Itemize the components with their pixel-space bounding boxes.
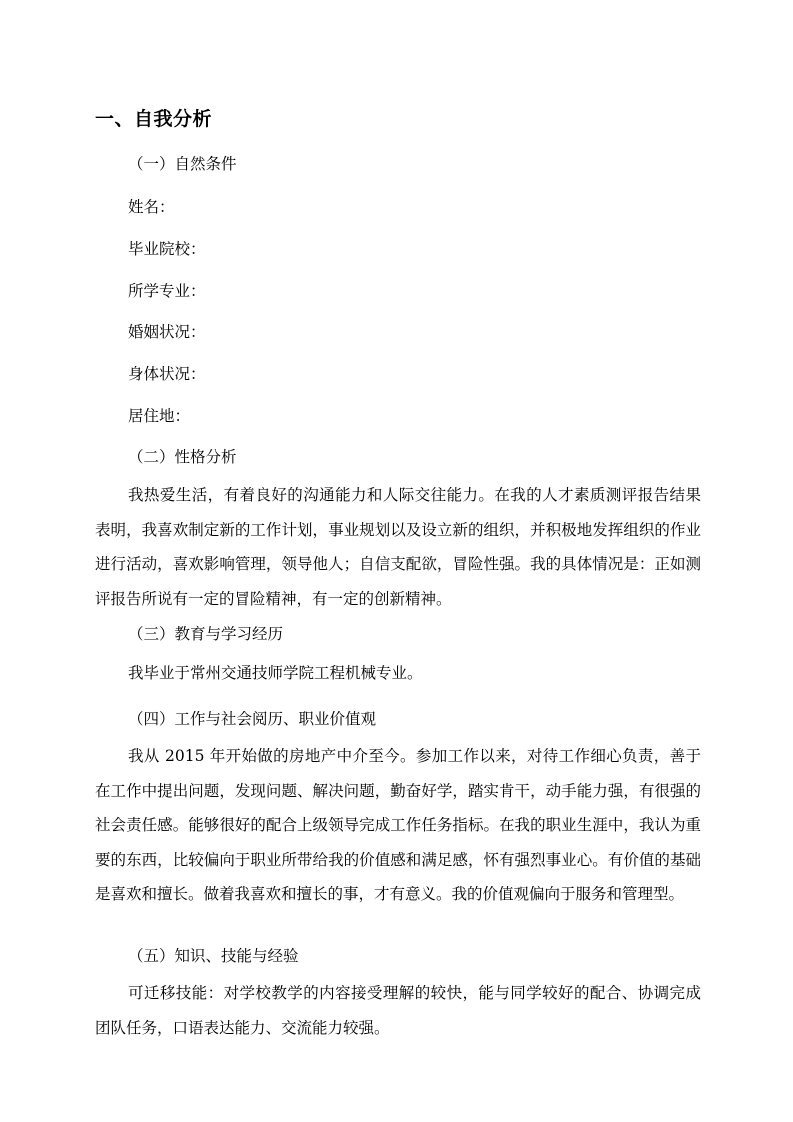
subsection-title-natural-conditions: （一）自然条件 <box>128 155 237 173</box>
subsection-title-skills: （五）知识、技能与经验 <box>128 947 299 965</box>
field-major: 所学专业： <box>128 282 206 300</box>
paragraph-text: 我热爱生活，有着良好的沟通能力和人际交往能力。在我的人才素质测评报告结果表明，我喜欢制定新的工作计划，事业规划以及设立新的组织，并积极地发挥组织的作业进行活动，喜欢影响管理，领导他人；自信支配欲，冒险性强。我的具体情况是：正如测评报告所说有一定的冒险精神，有一定的创新精神。 <box>95 486 701 608</box>
subsection-title-personality: （二）性格分析 <box>128 448 237 466</box>
subsection-title-education: （三）教育与学习经历 <box>128 625 284 643</box>
subsection-title-work-values: （四）工作与社会阅历、职业价值观 <box>128 710 377 728</box>
field-school: 毕业院校： <box>128 240 206 258</box>
paragraph-skills <box>95 976 701 1045</box>
paragraph-text: 我从 2015 年开始做的房地产中介至今。参加工作以来，对待工作细心负责，善于在工作中提出问题，发现问题、解决问题，勤奋好学，踏实肯干，动手能力强，有很强的社会责任感。能够很好的配合上级领导完成工作任务指标。在我的职业生涯中，我认为重要的东西，比较偏向于职业所带给我的价值感和满足感，怀有强烈事业心。有价值的基础是喜欢和擅长。做着我喜欢和擅长的事，才有意义。我的价值观偏向于服务和管理型。 <box>95 747 701 903</box>
paragraph-text: 可迁移技能：对学校教学的内容接受理解的较快，能与同学较好的配合、协调完成团队任务，口语表达能力、交流能力较强。 <box>95 984 701 1037</box>
field-name: 姓名： <box>128 198 175 216</box>
field-residence: 居住地： <box>128 407 191 425</box>
section-heading: 一、自我分析 <box>95 108 213 130</box>
field-marital-status: 婚姻状况： <box>128 323 206 341</box>
paragraph-text: 我毕业于常州交通技师学院工程机械专业。 <box>128 664 423 682</box>
paragraph-personality <box>95 478 701 616</box>
paragraph-work-values <box>95 739 701 912</box>
field-health-status: 身体状况： <box>128 365 206 383</box>
paragraph-education <box>95 656 701 691</box>
